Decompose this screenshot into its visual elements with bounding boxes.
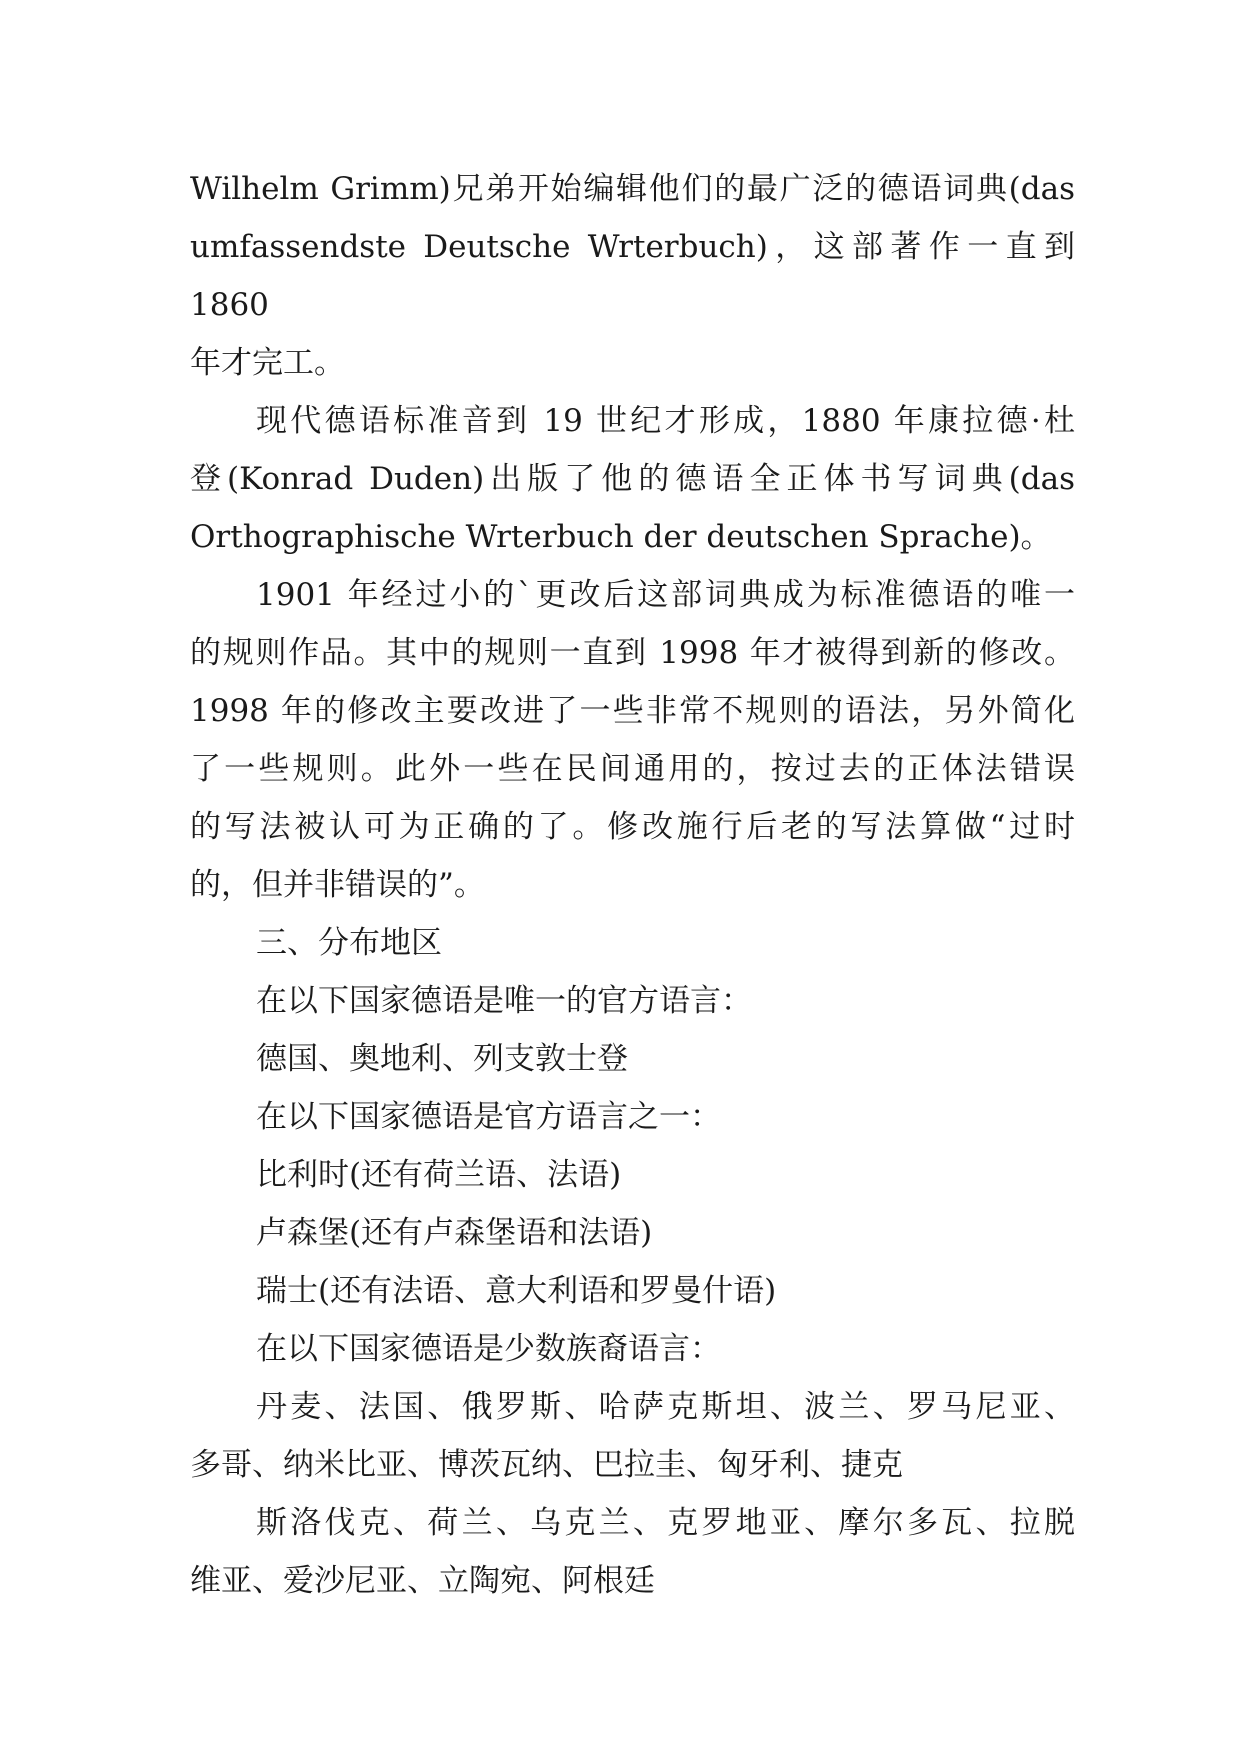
text-line: 登(Konrad Duden)出版了他的德语全正体书写词典(das xyxy=(190,461,1075,497)
text-line: Orthographische Wrterbuch der deutschen Sprache)。 xyxy=(190,519,1052,555)
text-line: 的规则作品。其中的规则一直到 1998 年才被得到新的修改。 xyxy=(190,635,1075,671)
text-line: 丹麦、法国、俄罗斯、哈萨克斯坦、波兰、罗马尼亚、 xyxy=(256,1389,1075,1425)
text-line: 多哥、纳米比亚、博茨瓦纳、巴拉圭、匈牙利、捷克 xyxy=(190,1447,903,1483)
paragraph-belgium: 比利时(还有荷兰语、法语) xyxy=(256,1157,622,1193)
paragraph-minority-intro: 在以下国家德语是少数族裔语言： xyxy=(256,1331,721,1367)
paragraph-grimm-dictionary xyxy=(190,160,1075,392)
paragraph-official-only-list: 德国、奥地利、列支敦士登 xyxy=(256,1041,628,1077)
paragraph-official-one-intro: 在以下国家德语是官方语言之一： xyxy=(256,1099,721,1135)
paragraph-duden xyxy=(190,392,1075,566)
text-line: 1901 年经过小的`更改后这部词典成为标准德语的唯一 xyxy=(256,577,1075,613)
text-line: umfassendste Deutsche Wrterbuch)，这部著作一直到 1860 xyxy=(190,229,1075,323)
text-line: 了一些规则。此外一些在民间通用的，按过去的正体法错误 xyxy=(190,751,1075,787)
text-line: Wilhelm Grimm)兄弟开始编辑他们的最广泛的德语词典(das xyxy=(190,171,1075,207)
text-line: 1998 年的修改主要改进了一些非常不规则的语法，另外简化 xyxy=(190,693,1075,729)
document-body xyxy=(190,160,1075,1610)
paragraph-official-only-intro: 在以下国家德语是唯一的官方语言： xyxy=(256,983,752,1019)
text-line: 年才完工。 xyxy=(190,345,345,381)
paragraph-minority-list-1 xyxy=(190,1378,1075,1494)
paragraph-luxembourg: 卢森堡(还有卢森堡语和法语) xyxy=(256,1215,653,1251)
text-line: 维亚、爱沙尼亚、立陶宛、阿根廷 xyxy=(190,1563,655,1599)
text-line: 的，但并非错误的”。 xyxy=(190,867,485,903)
paragraph-switzerland: 瑞士(还有法语、意大利语和罗曼什语) xyxy=(256,1273,777,1309)
paragraph-minority-list-2 xyxy=(190,1494,1075,1610)
section-heading: 三、分布地区 xyxy=(256,925,442,961)
text-line: 的写法被认可为正确的了。修改施行后老的写法算做“过时 xyxy=(190,809,1075,845)
paragraph-spelling-reform xyxy=(190,566,1075,914)
text-line: 斯洛伐克、荷兰、乌克兰、克罗地亚、摩尔多瓦、拉脱 xyxy=(256,1505,1075,1541)
text-line: 现代德语标准音到 19 世纪才形成，1880 年康拉德·杜 xyxy=(256,403,1075,439)
